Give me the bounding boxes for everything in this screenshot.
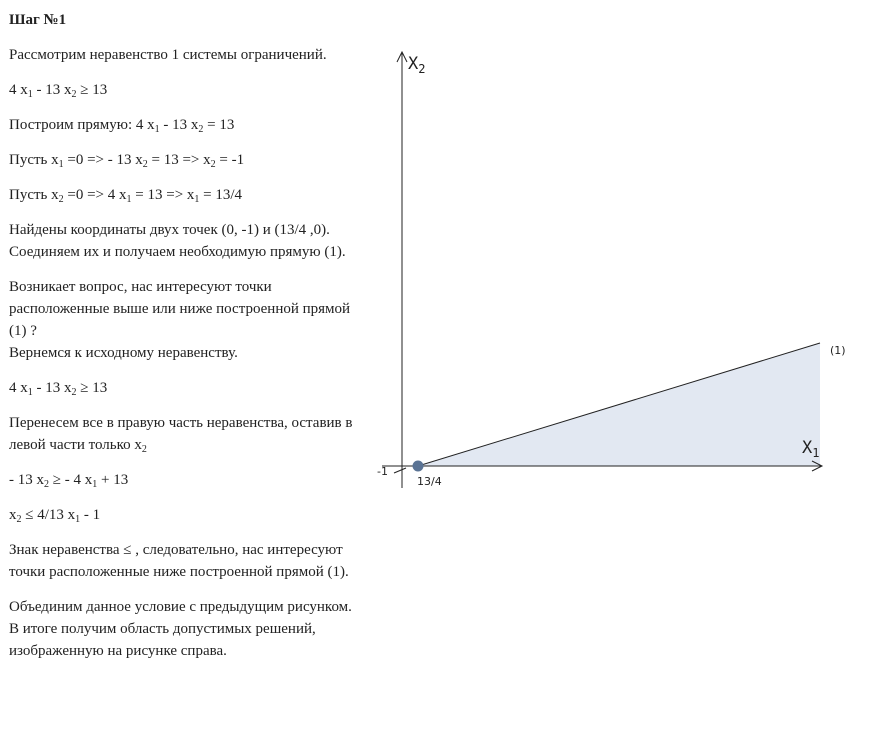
- let-x1-zero: Пусть $x_1 =0$ => - 13 $x_2 = 13 => x_2 = -1$: [9, 152, 245, 170]
- feasible-region-graph: [368, 40, 848, 500]
- inequality-1: 4 $x_1 - 13$ $x_2 \ge 13$: [9, 82, 108, 100]
- sign-paragraph: Знак неравенства ≤ , следовательно, нас интересуют точки расположенные ниже построенной прямой (1).: [9, 542, 349, 580]
- step-title: Шаг №1: [9, 12, 67, 28]
- inequality-2: 4 $x_1 - 13$ $x_2 \ge 13$: [9, 380, 108, 398]
- line-equation: Построим прямую: 4 $x_1 - 13$ $x_2 = 13$: [9, 117, 235, 135]
- y-axis-label: $X_2$: [408, 54, 426, 76]
- solution-text: [9, 9, 354, 675]
- intro-paragraph: Рассмотрим неравенство 1 системы ограничений.: [9, 47, 327, 63]
- points-paragraph: Найдены координаты двух точек (0, -1) и (13/4 ,0). Соединяем их и получаем необходимую прямую (1).: [9, 222, 346, 260]
- inequality-4: $x_2 \le 4/13$ $x_1 - 1$: [9, 507, 101, 525]
- inequality-3: - 13 $x_2$ ≥ - 4 $x_1 + 13$: [9, 472, 129, 490]
- let-x2-zero: Пусть $x_2 =0 => 4$ $x_1 = 13 => x_1 = 13/4$: [9, 187, 243, 205]
- y-tick-arrow: [394, 468, 406, 473]
- move-paragraph: Перенесем все в правую часть неравенства, оставив в левой части только $x_2$: [9, 415, 353, 455]
- intersection-point: [413, 461, 424, 472]
- y-tick-label: -1: [377, 465, 388, 478]
- x-axis-label: $X_1$: [802, 438, 820, 460]
- combine-paragraph: Объединим данное условие с предыдущим рисунком. В итоге получим область допустимых решений, изображенную на рисунке справа.: [9, 599, 352, 659]
- line-label: (1): [830, 344, 846, 357]
- x-tick-label: 13/4: [417, 475, 442, 488]
- question-paragraph: Возникает вопрос, нас интересуют точки расположенные выше или ниже построенной прямой (1) ?: [9, 279, 351, 339]
- return-paragraph: Вернемся к исходному неравенству.: [9, 345, 238, 361]
